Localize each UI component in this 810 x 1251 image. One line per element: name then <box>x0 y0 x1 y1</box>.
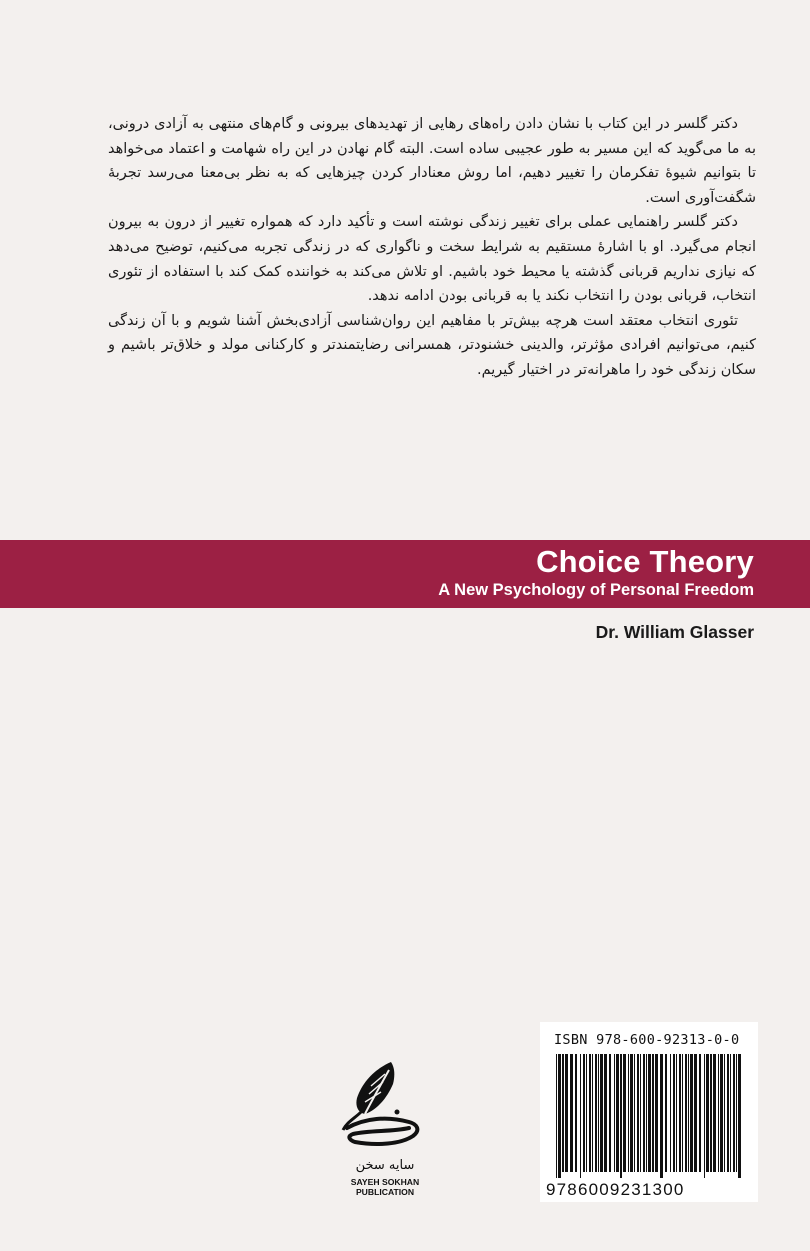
author-name: Dr. William Glasser <box>595 622 754 642</box>
barcode-bar <box>616 1054 619 1172</box>
barcode-bar <box>676 1054 677 1172</box>
barcode-bar <box>710 1054 712 1172</box>
barcode-bar <box>733 1054 735 1172</box>
blurb-paragraph-1: دکتر گلسر در این کتاب با نشان دادن راه‌های رهایی از تهدیدهای بیرونی و گام‌های منتهی به آزادی درونی، به ما می‌گوید که این مسیر به طور عجیبی ساده است. البته گام نهادن در این راه شهامت و اعتماد می‌خواهد تا بتوانیم شیوهٔ تفکرمان را تغییر دهیم، اما روش معنادار کردن چیزهایی که به نظر بی‌معنا می‌رسد تجربهٔ شگفت‌آوری است. <box>108 116 756 206</box>
barcode-bar <box>713 1054 716 1172</box>
barcode-bar <box>580 1054 581 1178</box>
barcode-bar <box>694 1054 697 1172</box>
barcode-bar <box>706 1054 709 1172</box>
barcode-bar <box>727 1054 729 1172</box>
publisher-name-en-line2: PUBLICATION <box>355 1187 415 1197</box>
barcode-bar <box>556 1054 557 1178</box>
barcode-bar <box>640 1054 641 1172</box>
barcode-bar <box>623 1054 626 1172</box>
barcode-bar <box>665 1054 667 1172</box>
barcode-bar <box>646 1054 647 1172</box>
barcode-bar <box>630 1054 633 1172</box>
barcode-bar <box>628 1054 629 1172</box>
title-band <box>0 540 810 608</box>
quill-feather-icon <box>325 1058 445 1158</box>
isbn-barcode-box <box>540 1022 758 1202</box>
barcode-bar <box>670 1054 671 1172</box>
barcode-bar <box>673 1054 675 1172</box>
barcode-bar <box>652 1054 654 1172</box>
publisher-name-en <box>325 1177 445 1197</box>
barcode-bar <box>562 1054 564 1172</box>
barcode-bar <box>718 1054 719 1172</box>
barcode-bar <box>682 1054 683 1172</box>
barcode-bar <box>699 1054 701 1172</box>
barcode-bar <box>637 1054 639 1172</box>
blurb-paragraph-2: دکتر گلسر راهنمایی عملی برای تغییر زندگی نوشته است و تأکید دارد که همواره تغییر از درون به بیرون انجام می‌گیرد. او با اشارهٔ مستقیم به شرایط سخت و ناگواری که در زندگی تجربه می‌کنیم، توضیح می‌دهد که نیازی نداریم قربانی گذشته یا محیط خود باشیم. او تلاش می‌کند به خواننده کمک کند با استفاده از تئوری انتخاب، قربانی بودن را انتخاب نکند یا به قربانی بودن ادامه ندهد. <box>108 214 756 305</box>
barcode-bar <box>704 1054 705 1178</box>
barcode-bar <box>604 1054 607 1172</box>
barcode-bar <box>655 1054 658 1172</box>
book-subtitle: A New Psychology of Personal Freedom <box>438 581 754 599</box>
barcode-bar <box>558 1054 561 1178</box>
barcode-bar <box>643 1054 645 1172</box>
isbn-text: ISBN 978-600-92313-0-0 <box>554 1032 740 1048</box>
barcode-bar <box>600 1054 603 1172</box>
barcode-bar <box>570 1054 573 1172</box>
publisher-logo <box>325 1058 445 1198</box>
publisher-name-fa: سایه سخن <box>355 1158 415 1173</box>
barcode-bar <box>575 1054 577 1172</box>
barcode-bar <box>620 1054 622 1178</box>
barcode-bar <box>660 1054 663 1178</box>
barcode-bar <box>688 1054 689 1172</box>
publisher-name-en-line1: SAYEH SOKHAN <box>350 1177 420 1187</box>
barcode-bar <box>614 1054 615 1172</box>
barcode-bar <box>565 1054 568 1172</box>
barcode-bar <box>736 1054 737 1172</box>
barcode-bar <box>583 1054 585 1172</box>
barcode-bar <box>592 1054 593 1172</box>
barcode-digits: 9786009231300 <box>546 1180 685 1199</box>
barcode-bar <box>634 1054 635 1172</box>
barcode-bar <box>609 1054 611 1172</box>
blurb-text <box>108 112 756 383</box>
blurb-paragraph-3: تئوری انتخاب معتقد است هرچه بیش‌تر با مفاهیم این روان‌شناسی آزادی‌بخش آشنا شویم و با آن زندگی کنیم، می‌توانیم افرادی مؤثرتر، والدینی خشنودتر، همسرانی رضایتمندتر و کارکنانی مولد و خلاق‌تر باشیم و سکان زندگی خود را ماهرانه‌تر در اختیار گیریم. <box>108 312 756 378</box>
barcode-bar <box>730 1054 731 1172</box>
barcode-graphic <box>552 1054 748 1178</box>
barcode-bar <box>720 1054 723 1172</box>
barcode-bar <box>595 1054 597 1172</box>
book-title: Choice Theory <box>536 544 754 579</box>
barcode-bar <box>648 1054 651 1172</box>
barcode-bar <box>598 1054 599 1172</box>
barcode-bar <box>738 1054 741 1178</box>
barcode-bar <box>690 1054 693 1172</box>
barcode-bar <box>679 1054 681 1172</box>
barcode-bar <box>724 1054 725 1172</box>
barcode-bar <box>589 1054 591 1172</box>
barcode-bar <box>685 1054 687 1172</box>
barcode-bar <box>586 1054 587 1172</box>
